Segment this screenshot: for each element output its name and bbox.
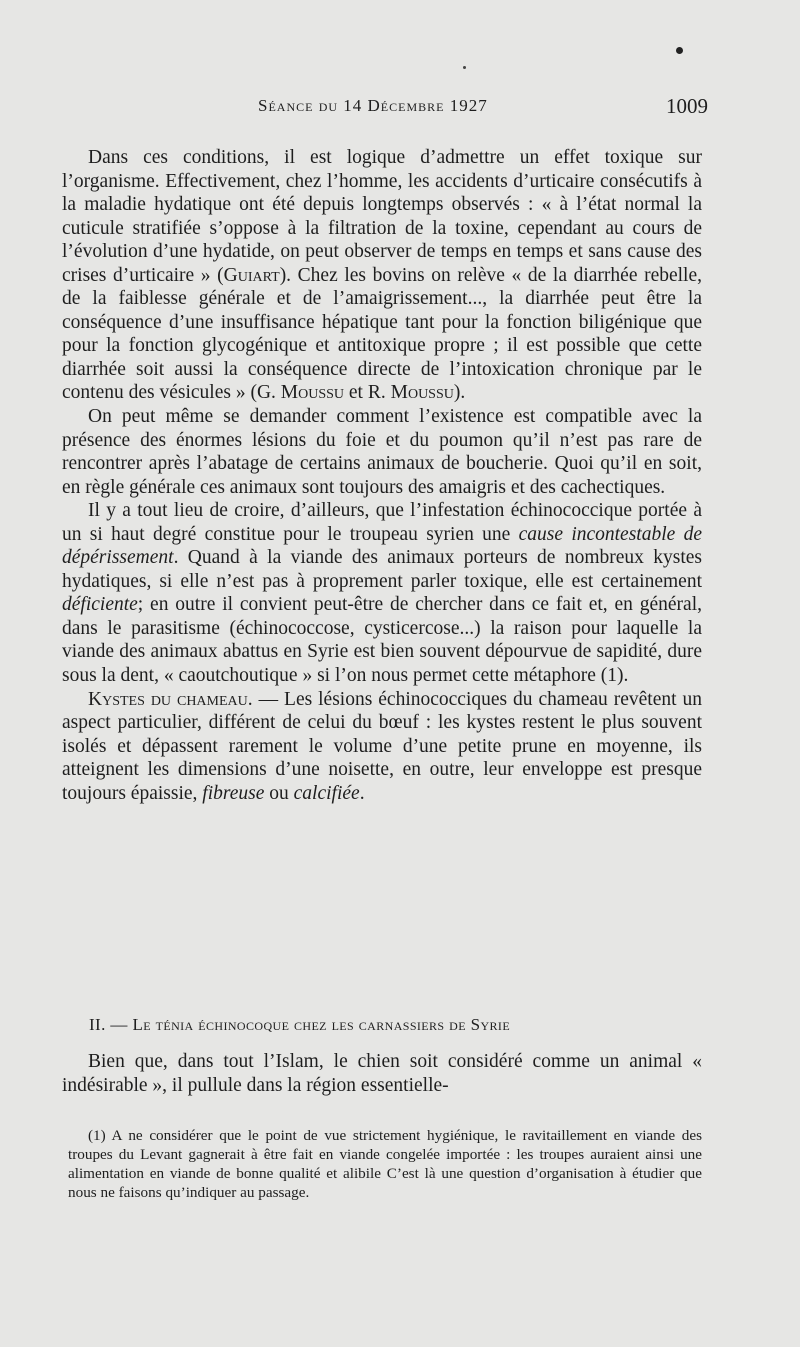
author-moussu-g: Moussu	[280, 382, 345, 404]
paragraph-2: On peut même se demander comment l’existence est compatible avec la présence des énormes lésions du foie et du poumon qu’il n’est pas rare de rencontrer après l’abatage de certains animaux de boucherie. Quoi qu’il en soit, en règle générale ces animaux sont toujours des amaigris et des cachectiques.	[62, 406, 702, 498]
paragraph-3-text-c: ; en outre il convient peut-être de chercher dans ce fait et, en général, dans le parasitisme (échinococcose, cysticercose...) la raison pour laquelle la viande des animaux abattus en Syrie est bien souvent dépourvue de sapidité, dure sous la dent, « caoutchoutique » si l’on nous permet cette métaphore (1).	[62, 594, 702, 687]
paragraph-4-emphasis-1: fibreuse	[202, 782, 265, 804]
page-header	[258, 96, 708, 126]
paragraph-4-text-a: — Les lésions échinococciques du chameau revêtent un aspect particulier, différent de celui du bœuf : les kystes restent le plus souvent isolés et dépassent rarement le volume d’une petite prune en moyenne, ils atteignent les dimensions d’une noisette, en outre, leur enveloppe est presque toujours épaissie,	[62, 688, 702, 804]
author-moussu-r: Moussu	[390, 382, 454, 404]
ink-dot	[676, 47, 683, 54]
paragraph-1-text-a: Dans ces conditions, il est logique d’admettre un effet toxique sur l’organisme. Effectivement, chez l’homme, les accidents d’urticaire consécutifs à la maladie hydatique ont été depuis longtemps observés : « à l’état normal la cuticule stratifiée s’oppose à la filtration de la toxine, cependant au cours de l’évolution d’une hydatide, on peut observer de temps en temps et sans cause des crises d’urticaire » (	[62, 147, 702, 286]
footnote-text: (1) A ne considérer que le point de vue strictement hygiénique, le ravitaillement en viande des troupes du Levant gagnerait à être fait en viande congelée importée : les troupes auraient ainsi une alimentation en viande de bonne qualité et alibile C’est là une question d’organisation à étudier que nous ne faisons qu’indiquer au passage.	[68, 1127, 702, 1202]
author-guiart: Guiart	[223, 264, 280, 286]
paragraph-3-emphasis-2: déficiente	[62, 594, 138, 616]
paragraph-1-text-b: ). Chez les bovins on relève « de la diarrhée rebelle, de la faiblesse générale et de l’amaigrissement..., la diarrhée peut être la conséquence d’une insuffisance hépatique tant pour la fonction biligénique que pour la fonction glycogénique et antitoxique propre ; il est possible que cette diarrhée soit aussi la conséquence directe de l’intoxication chronique par le contenu des vésicules » (G.	[62, 264, 703, 404]
paragraph-4-emphasis-2: calcifiée	[293, 782, 360, 804]
running-head: Séance du 14 Décembre 1927	[258, 96, 488, 115]
paragraph-1	[62, 146, 702, 405]
main-text	[62, 146, 702, 805]
section-paragraph: Bien que, dans tout l’Islam, le chien soit considéré comme un animal « indésirable », il pullule dans la région essentielle-	[62, 1051, 702, 1096]
footnote	[68, 1126, 702, 1202]
paragraph-4-text-b: ou	[264, 782, 294, 804]
subsection-lead-kystes-du-chameau: Kystes du chameau.	[88, 688, 253, 710]
section-body	[62, 1050, 702, 1097]
paragraph-3-emphasis-1: cause incontestable de dépérissement	[62, 523, 702, 569]
paragraph-1-text-d: ).	[453, 382, 466, 404]
page-number: 1009	[666, 94, 708, 118]
paragraph-4-text-c: .	[359, 782, 365, 804]
paragraph-4	[62, 688, 702, 806]
section-title: II. — Le ténia échinocoque chez les carnassiers de Syrie	[89, 1015, 511, 1034]
paragraph-3-text-a: Il y a tout lieu de croire, d’ailleurs, que l’infestation échinococcique portée à un si haut degré constitue pour le troupeau syrien une	[62, 500, 702, 545]
paragraph-1-text-c: et R.	[344, 382, 391, 404]
ink-speck	[463, 66, 466, 69]
paragraph-3-text-b: . Quand à la viande des animaux porteurs de nombreux kystes hydatiques, si elle n’est pas à proprement parler toxique, elle est certainement	[62, 547, 702, 592]
paragraph-3	[62, 499, 702, 687]
